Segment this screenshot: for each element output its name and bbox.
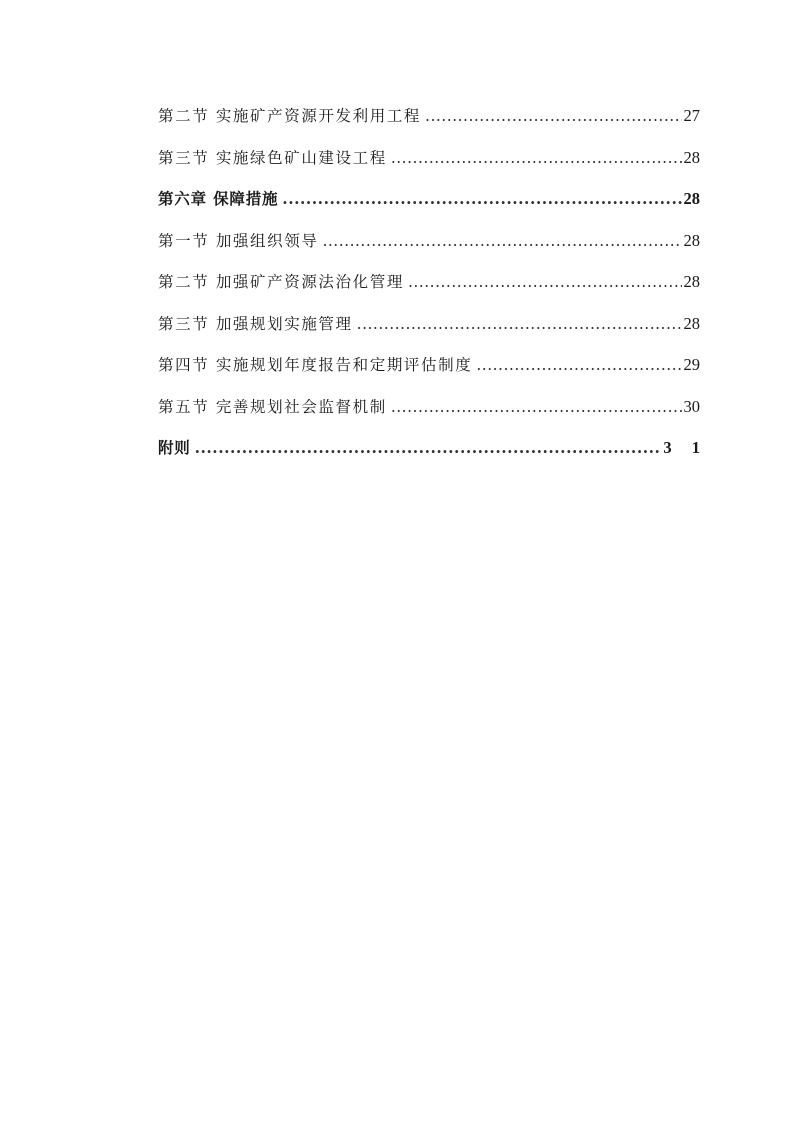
toc-dot-leader (357, 308, 682, 340)
table-of-contents (158, 100, 708, 474)
toc-entry-section-3-green-mines[interactable] (158, 142, 700, 184)
toc-entry-chapter-6-safeguards[interactable] (158, 183, 700, 225)
toc-page-number: 28 (683, 189, 700, 208)
toc-entry-label: 第四节 实施规划年度报告和定期评估制度 (158, 356, 473, 374)
toc-page-number: 28 (683, 147, 700, 167)
toc-entry-label: 附则 (158, 438, 191, 457)
toc-dot-leader (322, 225, 681, 257)
toc-dot-leader (195, 432, 662, 464)
toc-page-number: 29 (683, 355, 700, 374)
toc-entry-label: 第三节 加强规划实施管理 (158, 314, 353, 333)
toc-entry-section-5-social-supervision[interactable] (158, 391, 700, 433)
toc-dot-leader (476, 349, 681, 381)
toc-dot-leader (408, 266, 682, 298)
toc-page-number: 28 (683, 272, 700, 291)
toc-dot-leader (391, 142, 682, 174)
toc-dot-leader (425, 100, 681, 132)
toc-page-number: 28 (683, 230, 700, 250)
toc-page-number: 27 (683, 106, 700, 125)
toc-entry-section-2-mining-development[interactable] (158, 100, 700, 142)
toc-entry-section-4-annual-report[interactable] (158, 349, 700, 391)
toc-entry-appendix[interactable] (158, 432, 708, 474)
toc-page-number: 30 (683, 396, 700, 416)
toc-entry-section-3-plan-implementation[interactable] (158, 308, 700, 350)
toc-entry-section-2-legal-management[interactable] (158, 266, 700, 308)
toc-page-number: 3 1 (663, 438, 708, 457)
toc-entry-label: 第六章 保障措施 (158, 189, 279, 208)
toc-dot-leader (282, 183, 681, 215)
toc-dot-leader (391, 391, 682, 423)
toc-entry-label: 第五节 完善规划社会监督机制 (158, 397, 387, 416)
toc-entry-label: 第二节 加强矿产资源法治化管理 (158, 273, 404, 291)
toc-page-number: 28 (683, 313, 700, 333)
toc-entry-label: 第二节 实施矿产资源开发利用工程 (158, 107, 422, 125)
toc-entry-label: 第三节 实施绿色矿山建设工程 (158, 148, 387, 167)
toc-entry-section-1-organization[interactable] (158, 225, 700, 267)
toc-entry-label: 第一节 加强组织领导 (158, 231, 319, 250)
